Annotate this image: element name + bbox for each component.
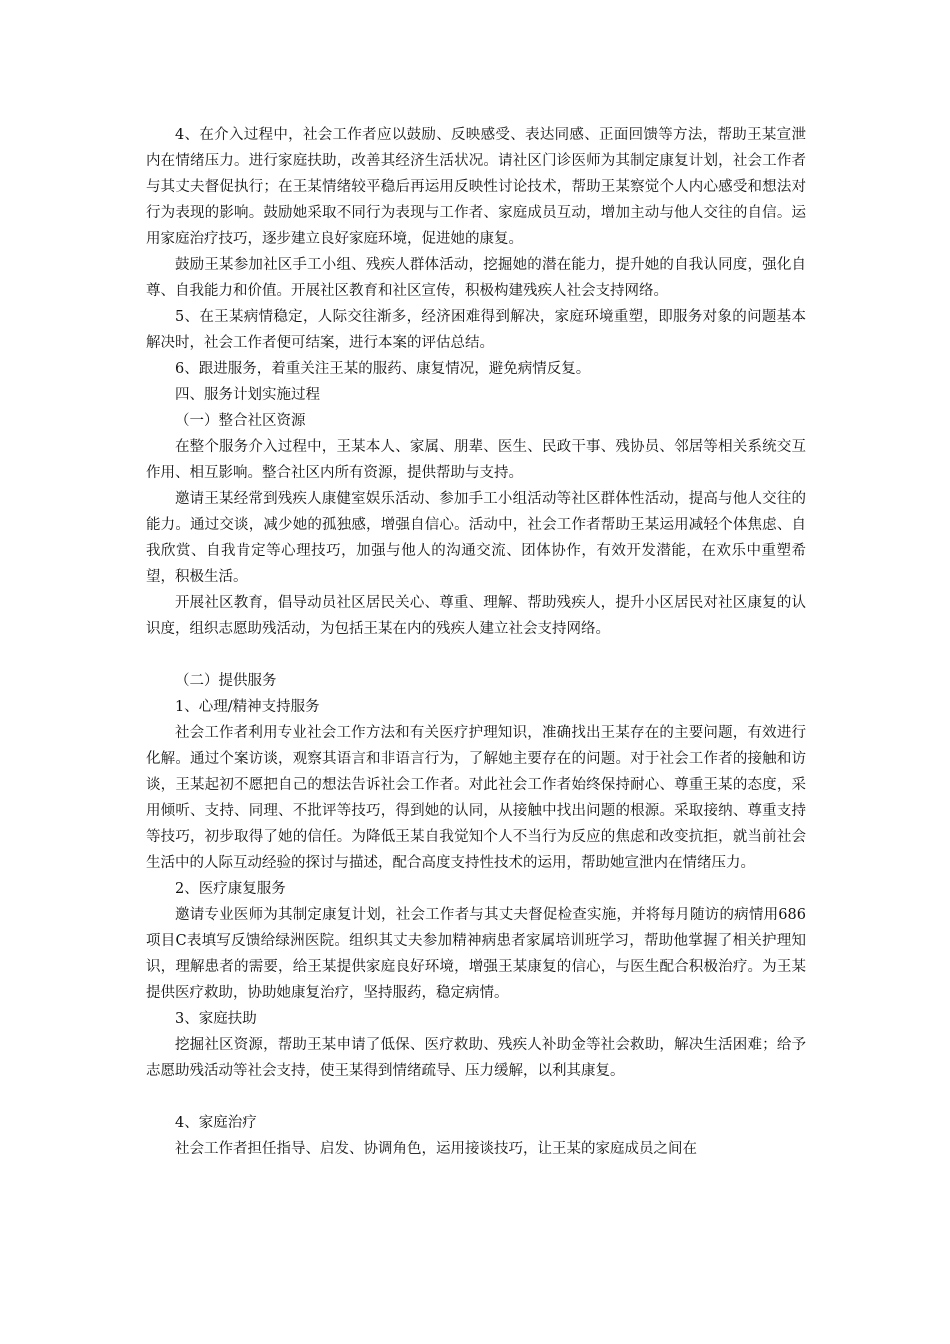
paragraph-family-therapy: 社会工作者担任指导、启发、协调角色，运用接谈技巧，让王某的家庭成员之间在	[175, 1141, 697, 1157]
subsection-heading-2: （二）提供服务	[175, 673, 277, 689]
paragraph-intervention-step-5: 5、在王某病情稳定，人际交往渐多，经济困难得到解决，家庭环境重塑，即服务对象的问题基本解决时，社会工作者便可结案，进行本案的评估总结。	[146, 309, 806, 351]
paragraph-resource-integration: 在整个服务介入过程中，王某本人、家属、朋辈、医生、民政干事、残协员、邻居等相关系统交互作用、相互影响。整合社区内所有资源，提供帮助与支持。	[146, 439, 806, 481]
item-heading-family-assistance: 3、家庭扶助	[175, 1011, 257, 1027]
paragraph-community-participation: 鼓励王某参加社区手工小组、残疾人群体活动，挖掘她的潜在能力，提升她的自我认同度，强化自尊、自我能力和价值。开展社区教育和社区宣传，积极构建残疾人社会支持网络。	[146, 257, 806, 299]
subsection-heading-1: （一）整合社区资源	[175, 413, 306, 429]
paragraph-psychological-support: 社会工作者利用专业社会工作方法和有关医疗护理知识，准确找出王某存在的主要问题，有效进行化解。通过个案访谈，观察其语言和非语言行为，了解她主要存在的问题。对于社会工作者的接触和访谈，王某起初不愿把自己的想法告诉社会工作者。对此社会工作者始终保持耐心、尊重王某的态度，采用倾听、支持、同理、不批评等技巧，得到她的认同，从接触中找出问题的根源。采取接纳、尊重支持等技巧，初步取得了她的信任。为降低王某自我觉知个人不当行为反应的焦虑和改变抗拒，就当前社会生活中的人际互动经验的探讨与描述，配合高度支持性技术的运用，帮助她宣泄内在情绪压力。	[146, 725, 806, 871]
section-heading-4: 四、服务计划实施过程	[175, 387, 320, 403]
blank-line	[146, 642, 806, 668]
paragraph-medical-rehab: 邀请专业医师为其制定康复计划，社会工作者与其丈夫督促检查实施，并将每月随访的病情用686项目C表填写反馈给绿洲医院。组织其丈夫参加精神病患者家属培训班学习，帮助他掌握了相关护理知识，理解患者的需要，给王某提供家庭良好环境，增强王某康复的信心，与医生配合积极治疗。为王某提供医疗救助，协助她康复治疗，坚持服药，稳定病情。	[146, 907, 806, 1001]
paragraph-community-education: 开展社区教育，倡导动员社区居民关心、尊重、理解、帮助残疾人，提升小区居民对社区康复的认识度，组织志愿助残活动，为包括王某在内的残疾人建立社会支持网络。	[146, 595, 806, 637]
item-heading-medical-rehab: 2、医疗康复服务	[175, 881, 286, 897]
paragraph-intervention-step-4: 4、在介入过程中，社会工作者应以鼓励、反映感受、表达同感、正面回馈等方法，帮助王某宣泄内在情绪压力。进行家庭扶助，改善其经济生活状况。请社区门诊医师为其制定康复计划，社会工作者与其丈夫督促执行；在王某情绪较平稳后再运用反映性讨论技术，帮助王某察觉个人内心感受和想法对行为表现的影响。鼓励她采取不同行为表现与工作者、家庭成员互动，增加主动与他人交往的自信。运用家庭治疗技巧，逐步建立良好家庭环境，促进她的康复。	[146, 127, 806, 247]
document-page	[146, 122, 806, 1162]
blank-line	[146, 1084, 806, 1110]
item-heading-family-therapy: 4、家庭治疗	[175, 1115, 257, 1131]
paragraph-intervention-step-6: 6、跟进服务，着重关注王某的服药、康复情况，避免病情反复。	[175, 361, 591, 377]
item-heading-psychological-support: 1、心理/精神支持服务	[175, 699, 320, 715]
paragraph-family-assistance: 挖掘社区资源，帮助王某申请了低保、医疗救助、残疾人补助金等社会救助，解决生活困难；给予志愿助残活动等社会支持，使王某得到情绪疏导、压力缓解，以利其康复。	[146, 1037, 806, 1079]
paragraph-group-activities: 邀请王某经常到残疾人康健室娱乐活动、参加手工小组活动等社区群体性活动，提高与他人交往的能力。通过交谈，减少她的孤独感，增强自信心。活动中，社会工作者帮助王某运用减轻个体焦虑、自我欣赏、自我肯定等心理技巧，加强与他人的沟通交流、团体协作，有效开发潜能，在欢乐中重塑希望，积极生活。	[146, 491, 806, 585]
